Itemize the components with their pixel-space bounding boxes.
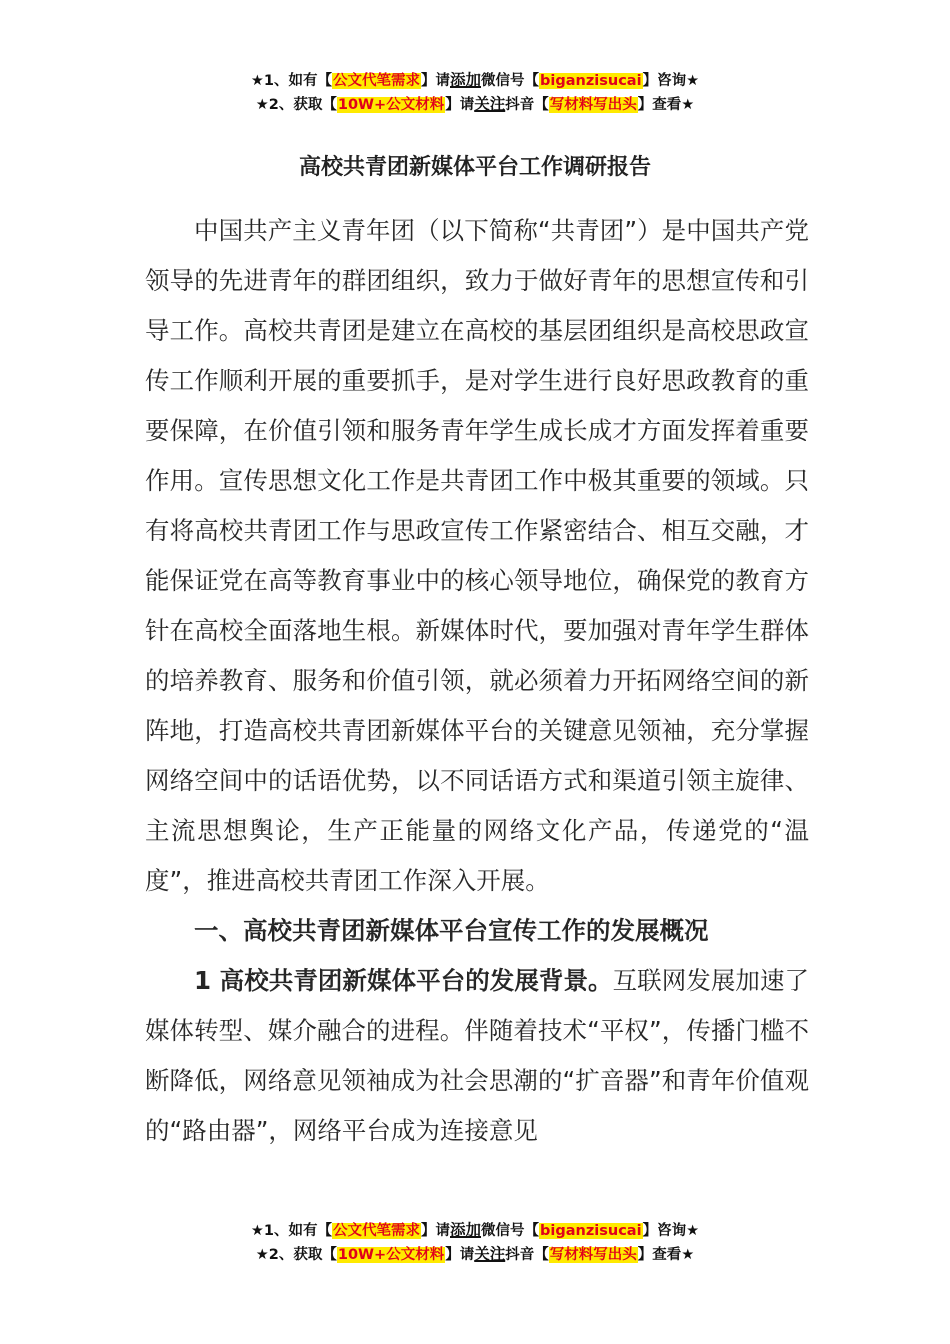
promo-highlight: 公文代笔需求	[333, 1223, 420, 1239]
promo-text: 】查看★	[637, 1247, 695, 1263]
promo-text: 微信号【	[481, 73, 540, 89]
promo-underline: 添加	[450, 71, 482, 89]
promo-highlight: 10W+公文材料	[337, 97, 445, 113]
promo-line-2	[0, 1243, 950, 1267]
promo-highlight: 10W+公文材料	[337, 1247, 445, 1263]
promo-text: 微信号【	[481, 1223, 540, 1239]
document-title: 高校共青团新媒体平台工作调研报告	[298, 155, 651, 180]
promo-text: 】请	[421, 73, 450, 89]
promo-underline: 关注	[474, 95, 506, 113]
promo-highlight: biganzisucai	[540, 73, 642, 89]
intro-paragraph: 中国共产主义青年团（以下简称“共青团”）是中国共产党领导的先进青年的群团组织，致力于做好青年的思想宣传和引导工作。高校共青团是建立在高校的基层团组织是高校思政宣传工作顺利开展的重要抓手，是对学生进行良好思政教育的重要保障，在价值引领和服务青年学生成长成才方面发挥着重要作用。宣传思想文化工作是共青团工作中极其重要的领域。只有将高校共青团工作与思政宣传工作紧密结合、相互交融，才能保证党在高等教育事业中的核心领导地位，确保党的教育方针在高校全面落地生根。新媒体时代，要加强对青年学生群体的培养教育、服务和价值引领，就必须着力开拓网络空间的新阵地，打造高校共青团新媒体平台的关键意见领袖，充分掌握网络空间中的话语优势，以不同话语方式和渠道引领主旋律、主流思想舆论，生产正能量的网络文化产品，传递党的“温度”，推进高校共青团工作深入开展。	[145, 216, 809, 895]
promo-text: 】请	[445, 97, 475, 113]
promo-highlight: 写材料写出头	[549, 1247, 637, 1263]
promo-text: 】请	[445, 1247, 475, 1263]
promo-line-1	[0, 69, 950, 93]
promo-banner-top	[0, 69, 950, 117]
promo-line-1	[0, 1219, 950, 1243]
promo-text: 】请	[421, 1223, 450, 1239]
section-paragraph	[145, 956, 809, 1156]
promo-underline: 添加	[450, 1221, 482, 1239]
promo-highlight: biganzisucai	[540, 1223, 642, 1239]
promo-banner-bottom	[0, 1219, 950, 1267]
subsection-lead: 1 高校共青团新媒体平台的发展背景。	[194, 966, 613, 995]
promo-text: 抖音【	[505, 97, 549, 113]
promo-underline: 关注	[474, 1245, 506, 1263]
promo-highlight: 写材料写出头	[549, 97, 637, 113]
promo-text: ★2、获取【	[255, 97, 337, 113]
promo-text: ★1、如有【	[250, 73, 332, 89]
promo-highlight: 公文代笔需求	[333, 73, 420, 89]
subsection-body: 互联网发展加速了媒体转型、媒介融合的进程。伴随着技术“平权”，传播门槛不断降低，网络意见领袖成为社会思潮的“扩音器”和青年价值观的“路由器”，网络平台成为连接意见	[145, 966, 810, 1145]
promo-line-2	[0, 93, 950, 117]
promo-text: 】咨询★	[642, 73, 700, 89]
promo-text: 】咨询★	[642, 1223, 700, 1239]
promo-text: 】查看★	[637, 97, 695, 113]
promo-text: ★1、如有【	[250, 1223, 332, 1239]
promo-text: 抖音【	[505, 1247, 549, 1263]
promo-text: ★2、获取【	[255, 1247, 337, 1263]
section-heading: 一、高校共青团新媒体平台宣传工作的发展概况	[194, 916, 709, 945]
document-body	[145, 206, 809, 1156]
